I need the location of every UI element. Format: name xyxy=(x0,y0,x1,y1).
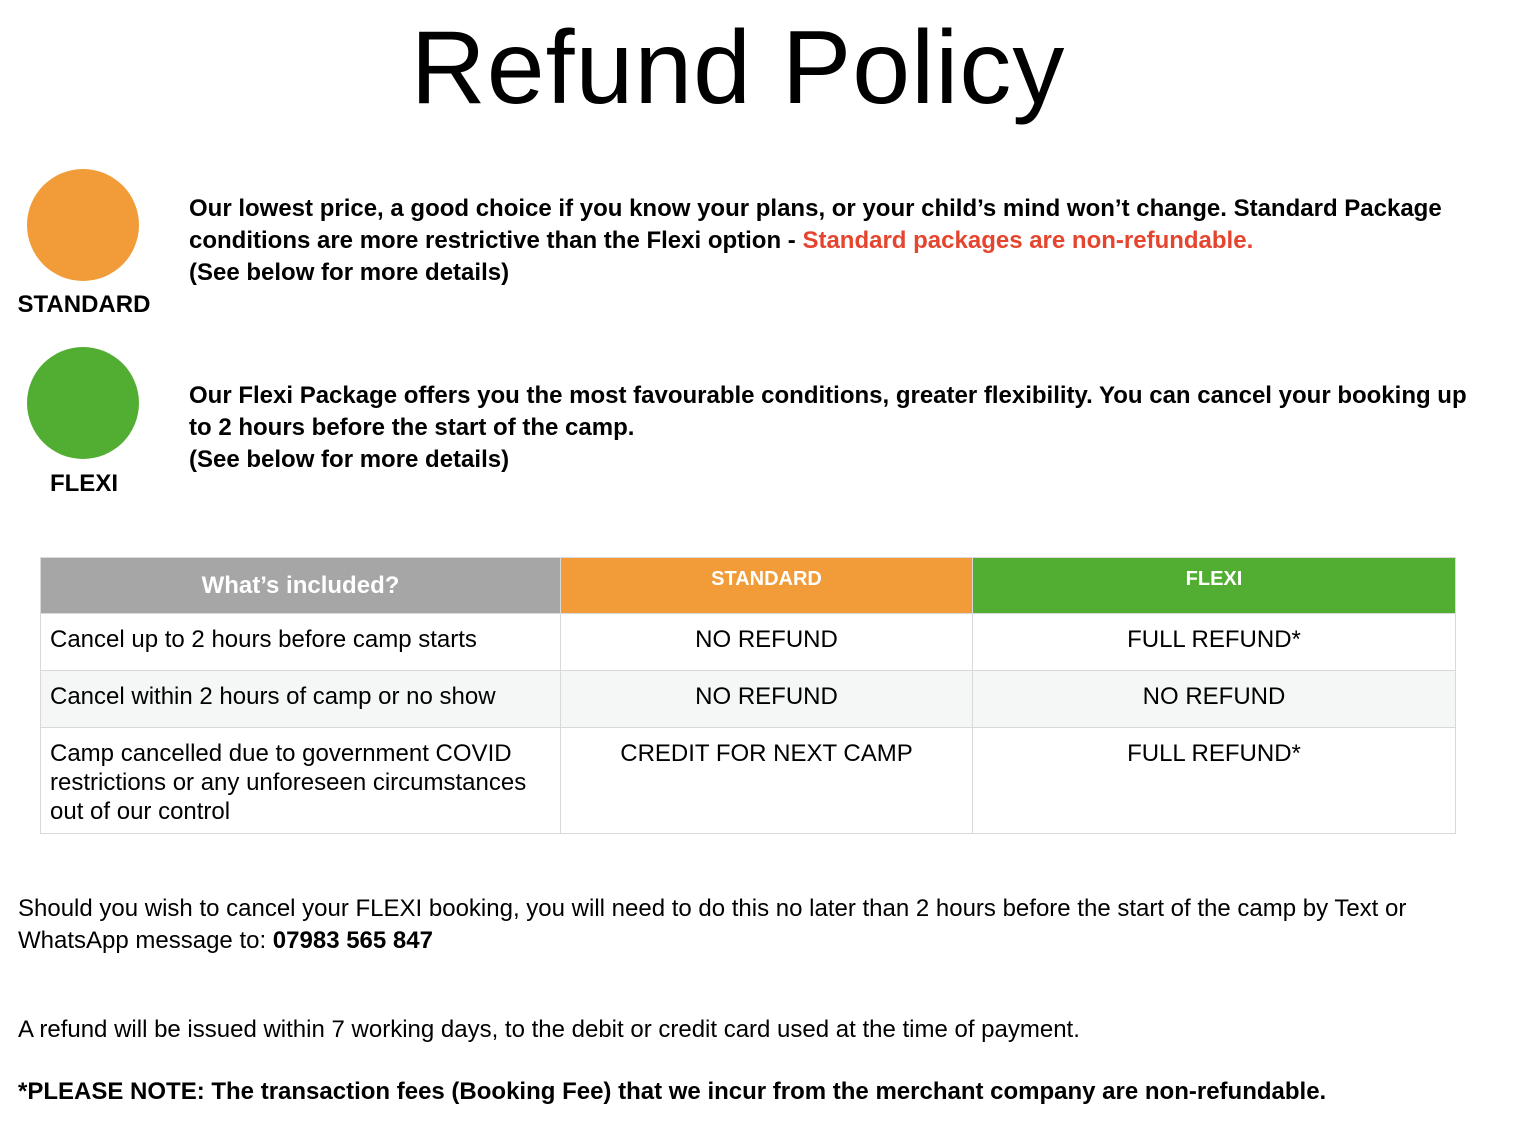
row-standard-value: NO REFUND xyxy=(561,671,973,728)
table-header-row xyxy=(41,558,1456,614)
standard-non-refundable-warning: Standard packages are non-refundable. xyxy=(802,227,1254,254)
header-whats-included: What’s included? xyxy=(41,558,561,614)
refund-comparison-table xyxy=(40,557,1456,834)
standard-description-text: Our lowest price, a good choice if you know your plans, or your child’s mind won’t change. Standard Package conditions are more restrictive than the Flexi option - xyxy=(189,195,1442,254)
refund-timing: A refund will be issued within 7 working days, to the debit or credit card used at the time of payment. xyxy=(18,1016,1080,1043)
row-flexi-value: FULL REFUND* xyxy=(973,728,1456,834)
cancel-instructions-text: Should you wish to cancel your FLEXI booking, you will need to do this no later than 2 hours before the start of the camp by Text or WhatsApp message to: xyxy=(18,895,1407,954)
row-flexi-value: NO REFUND xyxy=(973,671,1456,728)
table-row xyxy=(41,614,1456,671)
table-row xyxy=(41,728,1456,834)
flexi-badge-label: FLEXI xyxy=(49,470,118,497)
flexi-see-below: (See below for more details) xyxy=(189,446,510,473)
page-title: Refund Policy xyxy=(410,10,1066,126)
row-condition: Camp cancelled due to government COVID restrictions or any unforeseen circumstances out of our control xyxy=(41,728,561,834)
row-standard-value: CREDIT FOR NEXT CAMP xyxy=(561,728,973,834)
standard-see-below: (See below for more details) xyxy=(189,259,510,286)
table-row xyxy=(41,671,1456,728)
header-flexi: FLEXI xyxy=(973,558,1456,614)
header-standard: STANDARD xyxy=(561,558,973,614)
cancel-instructions xyxy=(18,893,1498,957)
flexi-badge-circle xyxy=(27,347,139,459)
row-condition: Cancel within 2 hours of camp or no show xyxy=(41,671,561,728)
standard-badge-label: STANDARD xyxy=(17,291,151,318)
row-condition: Cancel up to 2 hours before camp starts xyxy=(41,614,561,671)
standard-description xyxy=(189,193,1479,289)
row-flexi-value: FULL REFUND* xyxy=(973,614,1456,671)
row-standard-value: NO REFUND xyxy=(561,614,973,671)
contact-phone-number: 07983 565 847 xyxy=(272,927,433,954)
booking-fee-note: *PLEASE NOTE: The transaction fees (Booking Fee) that we incur from the merchant company are non-refundable. xyxy=(18,1078,1327,1105)
flexi-description-text: Our Flexi Package offers you the most favourable conditions, greater flexibility. You can cancel your booking up to 2 hours before the start of the camp. xyxy=(189,382,1467,441)
standard-badge-circle xyxy=(27,169,139,281)
flexi-description xyxy=(189,380,1479,476)
